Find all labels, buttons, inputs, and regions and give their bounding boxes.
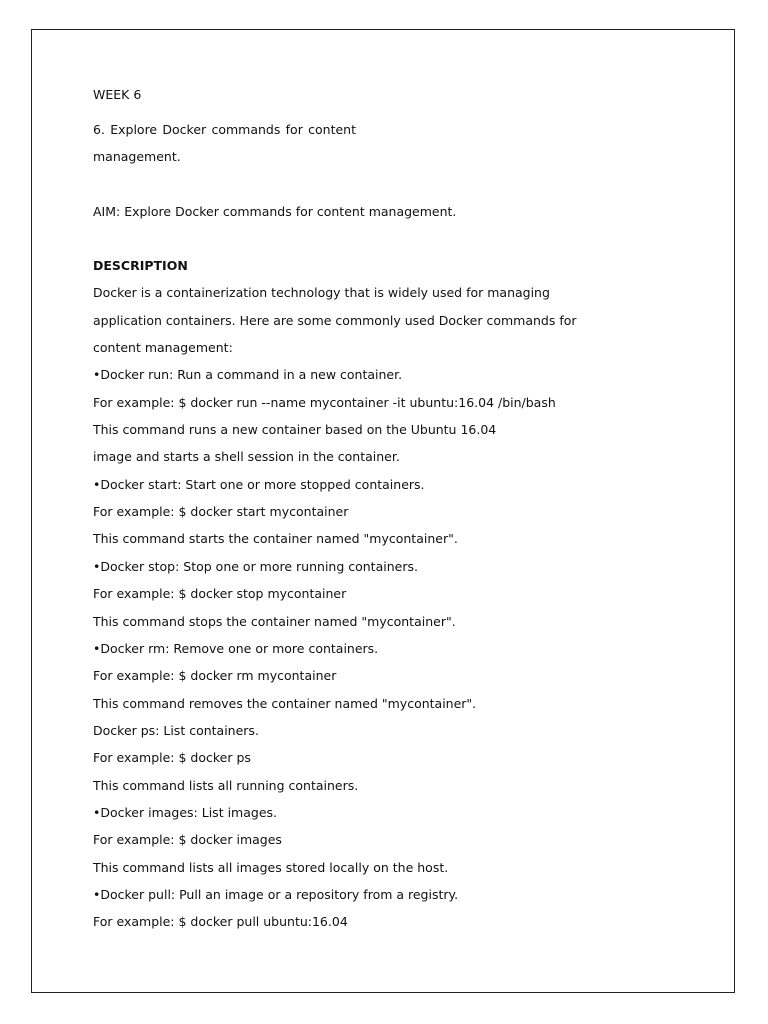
description-line: image and starts a shell session in the container. [93,449,400,465]
description-line: For example: $ docker run --name mycontainer -it ubuntu:16.04 /bin/bash [93,394,556,410]
aim-statement: AIM: Explore Docker commands for content management. [93,203,457,219]
description-line: •Docker pull: Pull an image or a repository from a registry. [93,886,459,902]
description-line: For example: $ docker stop mycontainer [93,586,347,602]
description-line: This command runs a new container based on the Ubuntu 16.04 [93,422,497,438]
description-line: For example: $ docker rm mycontainer [93,668,337,684]
week-heading: WEEK 6 [93,87,142,102]
experiment-title-line-1: 6. Explore Docker commands for content [93,122,356,137]
description-line: •Docker rm: Remove one or more containers. [93,640,379,656]
spacer [93,176,553,203]
document-body [93,86,577,941]
description-line: •Docker images: List images. [93,804,277,820]
description-line: •Docker run: Run a command in a new container. [93,367,403,383]
spacer [93,230,553,257]
description-line: This command starts the container named "mycontainer". [93,531,458,547]
description-heading: DESCRIPTION [93,258,188,274]
description-line: This command lists all running containers. [93,777,359,793]
description-line: Docker is a containerization technology that is widely used for managing [93,285,550,301]
description-line: application containers. Here are some commonly used Docker commands for [93,312,577,328]
description-line: For example: $ docker pull ubuntu:16.04 [93,914,348,930]
description-line: For example: $ docker start mycontainer [93,504,349,520]
description-line: This command removes the container named "mycontainer". [93,695,477,711]
description-line: This command stops the container named "mycontainer". [93,613,456,629]
experiment-title-line-2: management. [93,149,181,165]
description-line: For example: $ docker ps [93,750,251,766]
description-line: content management: [93,340,233,356]
description-line: For example: $ docker images [93,832,282,848]
description-line: Docker ps: List containers. [93,722,259,738]
description-line: •Docker stop: Stop one or more running containers. [93,558,418,574]
description-line: This command lists all images stored locally on the host. [93,859,449,875]
description-line: •Docker start: Start one or more stopped containers. [93,476,425,492]
